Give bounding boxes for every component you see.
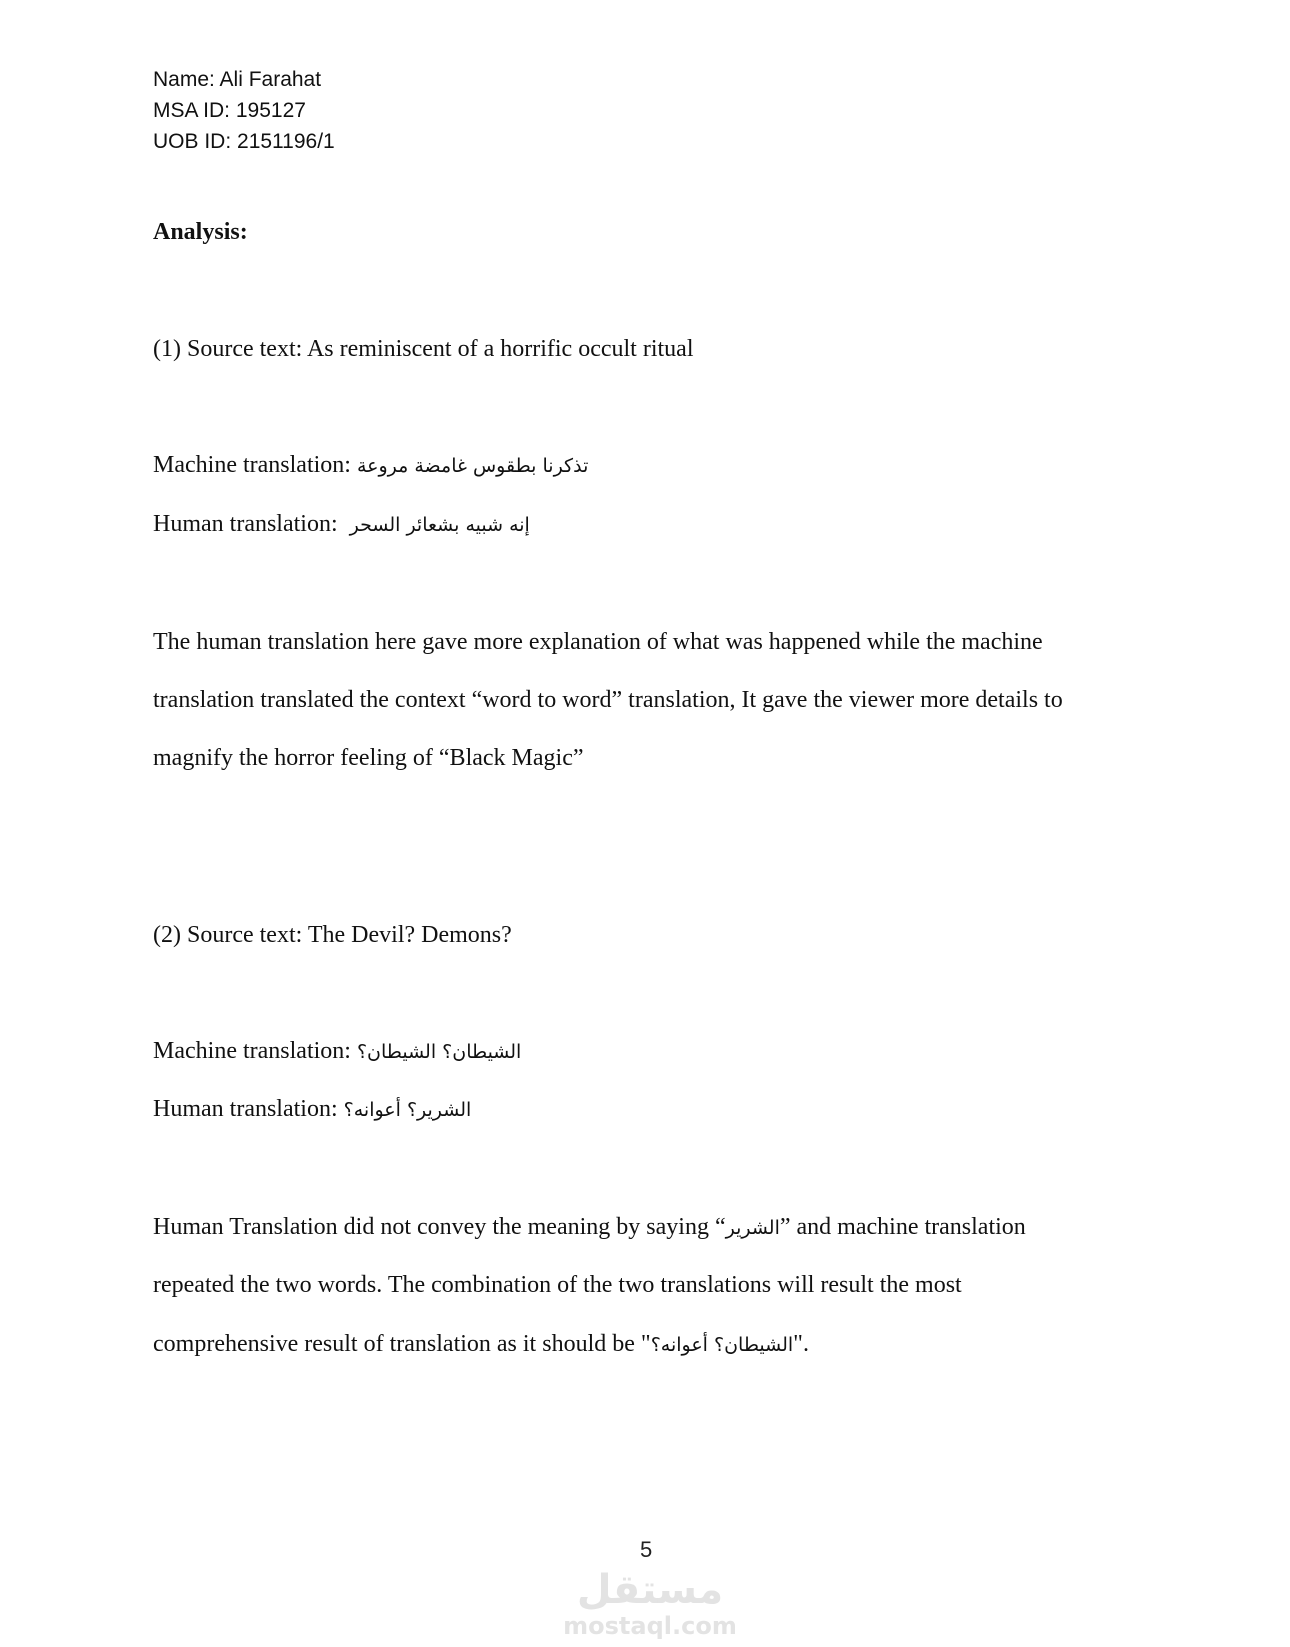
analysis-heading: Analysis: (153, 219, 248, 245)
human-translation-2 (153, 1094, 471, 1125)
uob-id: UOB ID: 2151196/1 (153, 130, 335, 153)
paragraph-2-line-2: repeated the two words. The combination of the two translations will result the most (153, 1272, 962, 1298)
arabic-text: الشرير (725, 1217, 780, 1239)
paragraph-1-line-3: magnify the horror feeling of “Black Magic” (153, 745, 584, 771)
label: Machine translation: (153, 1038, 357, 1064)
arabic-text: الشيطان؟ الشيطان؟ (356, 1041, 522, 1063)
arabic-text: الشيطان؟ أعوانه؟ (650, 1334, 794, 1356)
text: comprehensive result of translation as it should be " (153, 1331, 651, 1357)
text: ” and machine translation (779, 1214, 1026, 1240)
arabic-text: الشرير؟ أعوانه؟ (343, 1099, 472, 1121)
watermark-latin: mostaql.com (563, 1612, 737, 1640)
page-number: 5 (640, 1537, 653, 1562)
arabic-text: إنه شبيه بشعائر السحر (349, 514, 530, 536)
msa-id: MSA ID: 195127 (153, 99, 306, 122)
label: Human translation: (153, 1096, 344, 1122)
text: ". (793, 1331, 809, 1357)
machine-translation-1 (153, 450, 588, 481)
source-text-2: (2) Source text: The Devil? Demons? (153, 922, 512, 948)
source-text-1: (1) Source text: As reminiscent of a horrific occult ritual (153, 336, 694, 362)
arabic-text: تذكرنا بطقوس غامضة مروعة (356, 455, 589, 477)
watermark-arabic: مستقل (576, 1567, 724, 1613)
paragraph-2-line-1 (153, 1212, 1026, 1243)
paragraph-1-line-2: translation translated the context “word to word” translation, It gave the viewer more details to (153, 687, 1063, 713)
label: Human translation: (153, 511, 350, 537)
label: Machine translation: (153, 452, 357, 478)
machine-translation-2 (153, 1036, 521, 1067)
mostaql-watermark (540, 1568, 760, 1640)
human-translation-1 (153, 509, 530, 540)
paragraph-2-line-3 (153, 1329, 809, 1360)
text: Human Translation did not convey the meaning by saying “ (153, 1214, 726, 1240)
paragraph-1-line-1: The human translation here gave more explanation of what was happened while the machine (153, 629, 1043, 655)
student-name: Name: Ali Farahat (153, 68, 322, 91)
